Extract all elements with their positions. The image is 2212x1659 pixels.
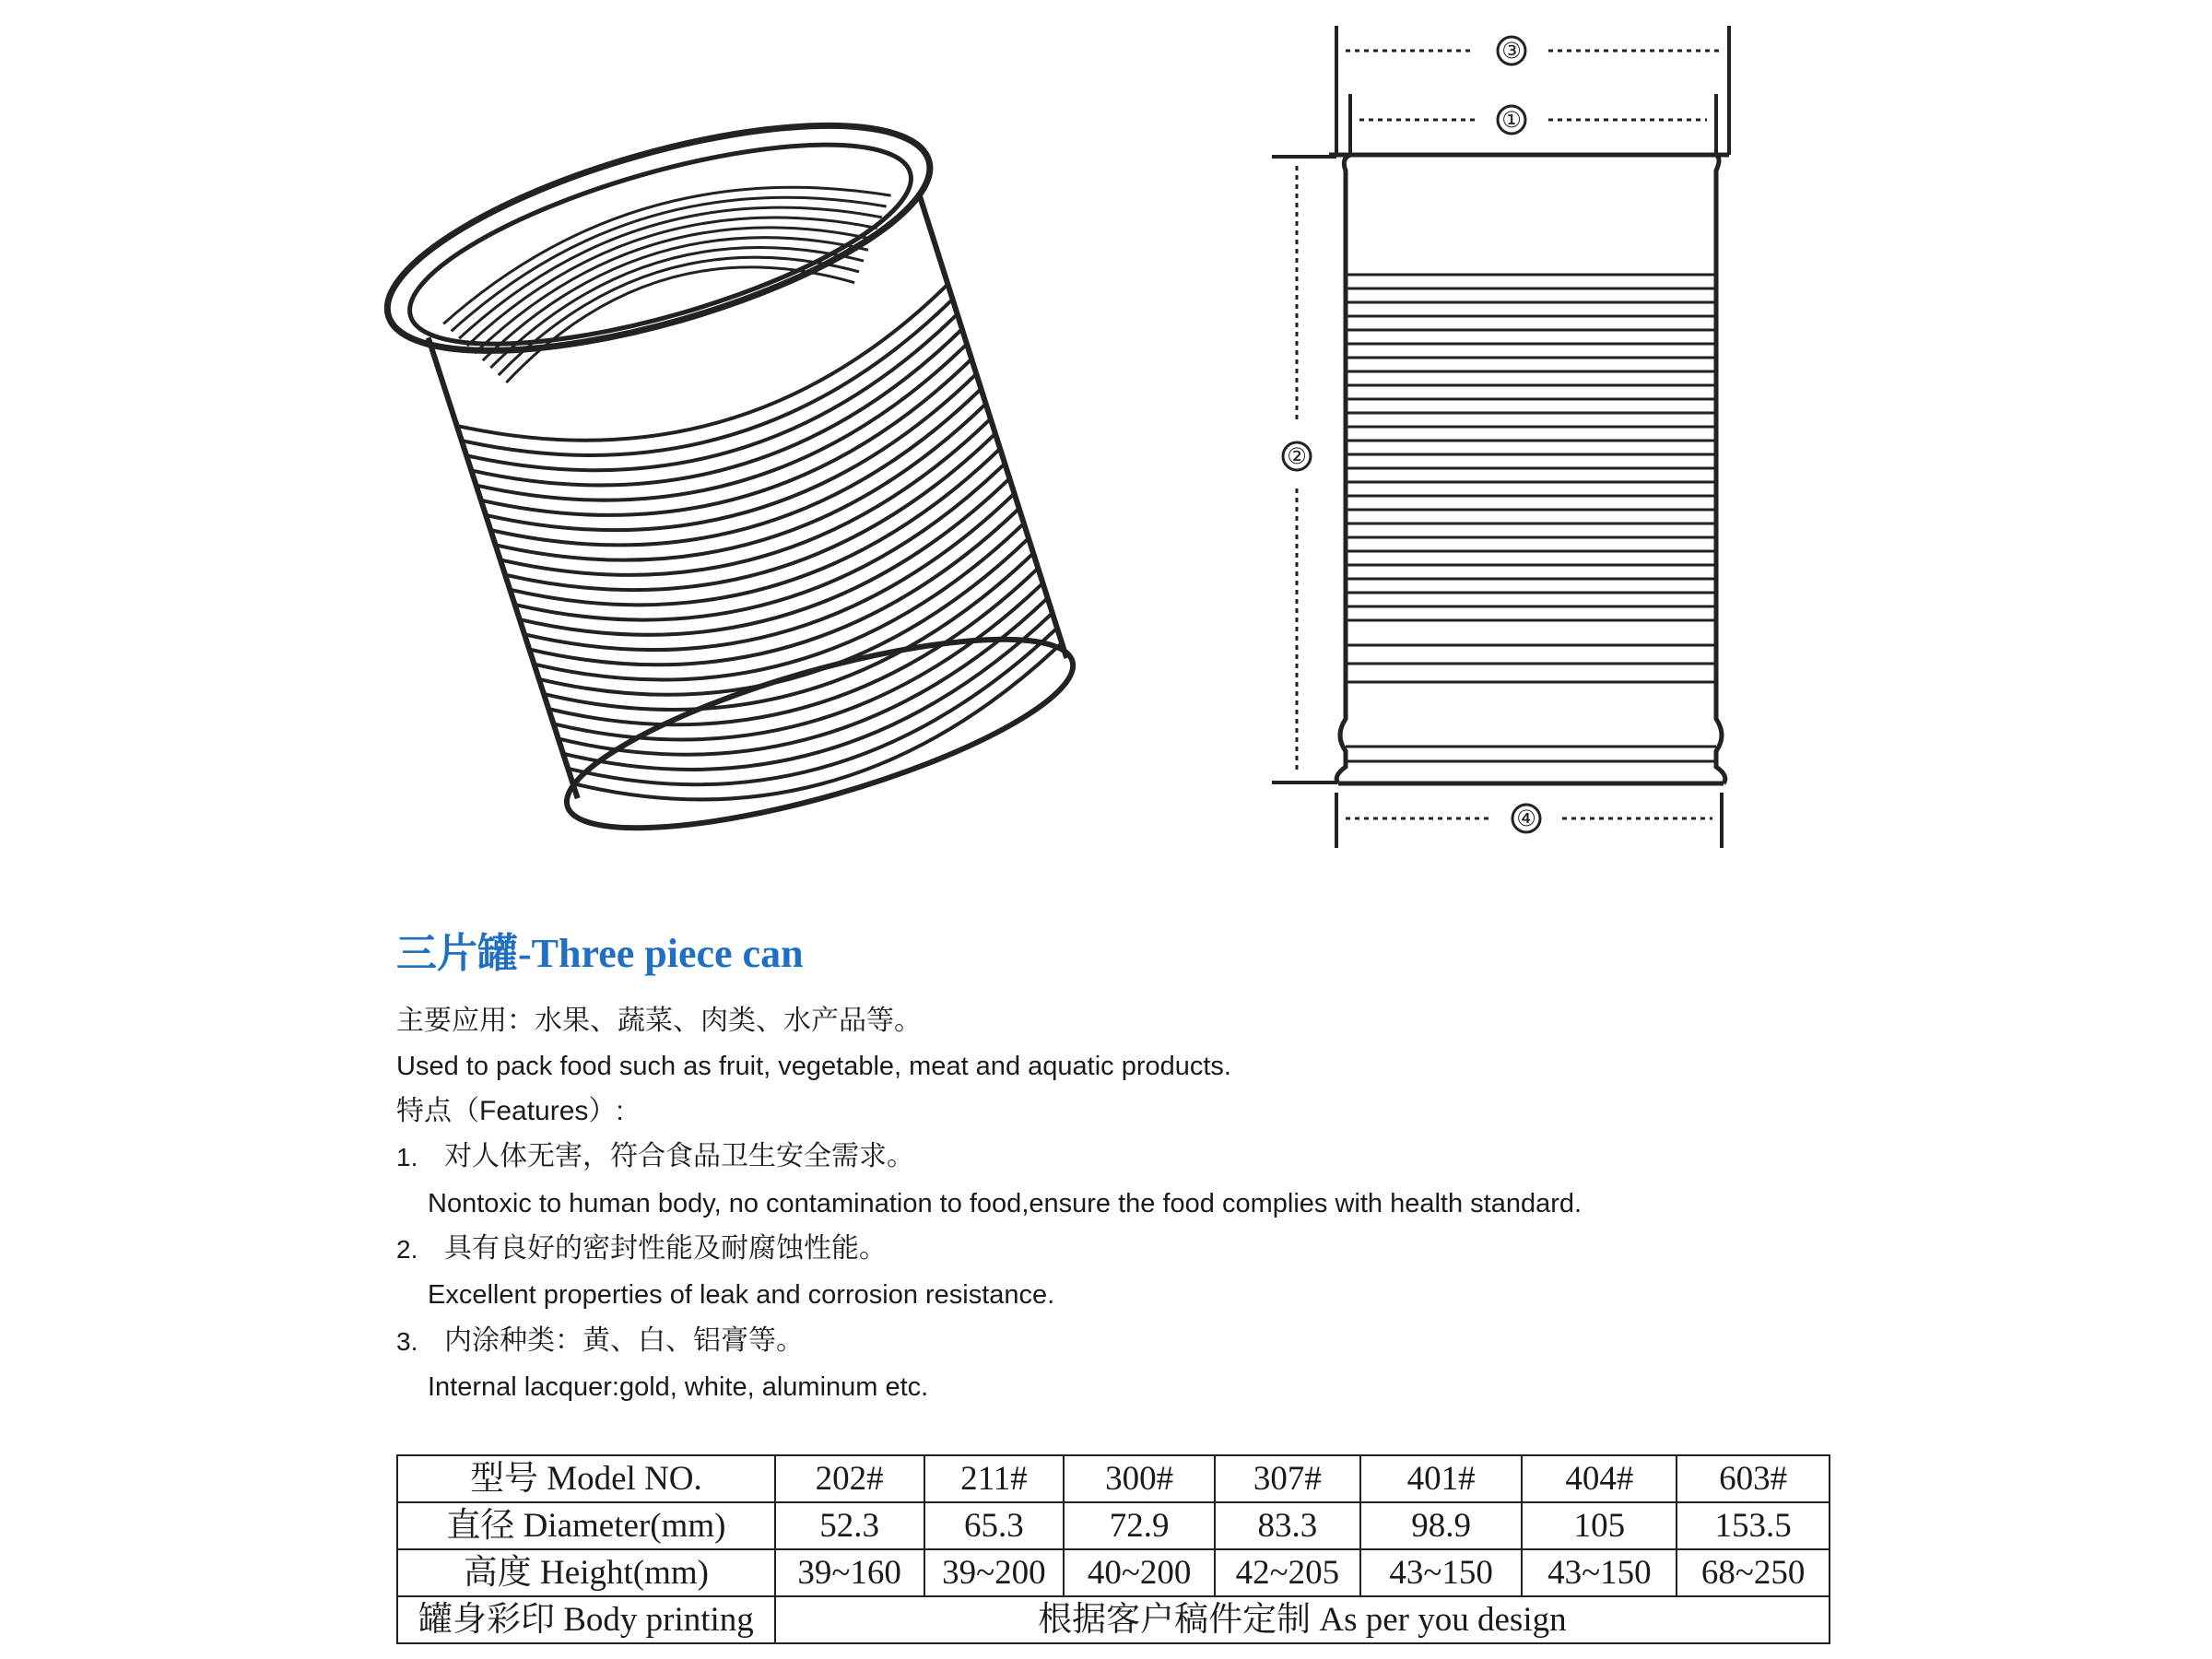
model-cell: 401#	[1360, 1455, 1523, 1502]
features-heading: 特点（Features）:	[396, 1096, 624, 1126]
table-row-printing	[397, 1596, 1830, 1643]
height-cell: 68~250	[1677, 1549, 1830, 1596]
printing-label-cell: 罐身彩印 Body printing	[397, 1596, 775, 1643]
feature-3-cn: 内涂种类：黄、白、铝膏等。	[444, 1325, 804, 1356]
height-cell: 39~200	[924, 1549, 1065, 1596]
feature-3-number: 3.	[396, 1327, 418, 1356]
height-cell: 40~200	[1064, 1549, 1215, 1596]
model-cell: 202#	[775, 1455, 924, 1502]
feature-3-en: Internal lacquer:gold, white, aluminum etc.	[428, 1372, 929, 1402]
feature-2-cn: 具有良好的密封性能及耐腐蚀性能。	[444, 1233, 887, 1264]
table-row-model	[397, 1455, 1830, 1502]
diameter-cell: 153.5	[1677, 1502, 1830, 1549]
height-cell: 42~205	[1215, 1549, 1360, 1596]
feature-1-number: 1.	[396, 1143, 418, 1171]
table-row-diameter	[397, 1502, 1830, 1549]
spec-table	[396, 1454, 1830, 1644]
feature-2-en: Excellent properties of leak and corrosion resistance.	[428, 1280, 1055, 1310]
diameter-cell: 98.9	[1360, 1502, 1523, 1549]
diameter-cell: 105	[1522, 1502, 1677, 1549]
diameter-cell: 65.3	[924, 1502, 1065, 1549]
diameter-cell: 83.3	[1215, 1502, 1360, 1549]
dimension-label-2: ②	[1287, 443, 1307, 469]
model-cell: 211#	[924, 1455, 1065, 1502]
model-label-cell: 型号 Model NO.	[397, 1455, 775, 1502]
feature-2-number: 2.	[396, 1235, 418, 1264]
height-cell: 43~150	[1360, 1549, 1523, 1596]
model-cell: 603#	[1677, 1455, 1830, 1502]
elevation-can-drawing	[1272, 26, 1729, 848]
height-cell: 39~160	[775, 1549, 924, 1596]
page-title: 三片罐-Three piece can	[396, 931, 804, 976]
dimension-label-4: ④	[1516, 806, 1536, 831]
model-cell: 300#	[1064, 1455, 1215, 1502]
dimension-label-1: ①	[1501, 107, 1522, 133]
height-label-cell: 高度 Height(mm)	[397, 1549, 775, 1596]
application-en: Used to pack food such as fruit, vegetable, meat and aquatic products.	[396, 1052, 1231, 1081]
feature-1-cn: 对人体无害，符合食品卫生安全需求。	[444, 1141, 914, 1171]
height-cell: 43~150	[1522, 1549, 1677, 1596]
model-cell: 307#	[1215, 1455, 1360, 1502]
diameter-label-cell: 直径 Diameter(mm)	[397, 1502, 775, 1549]
dimension-label-3: ③	[1501, 38, 1522, 64]
application-cn: 主要应用：水果、蔬菜、肉类、水产品等。	[396, 1006, 922, 1036]
diameter-cell: 72.9	[1064, 1502, 1215, 1549]
diameter-cell: 52.3	[775, 1502, 924, 1549]
feature-1-en: Nontoxic to human body, no contamination to food,ensure the food complies with health standard.	[428, 1189, 1583, 1218]
model-cell: 404#	[1522, 1455, 1677, 1502]
table-row-height	[397, 1549, 1830, 1596]
printing-value-cell: 根据客户稿件定制 As per you design	[775, 1596, 1830, 1643]
isometric-can-illustration	[365, 79, 1089, 877]
